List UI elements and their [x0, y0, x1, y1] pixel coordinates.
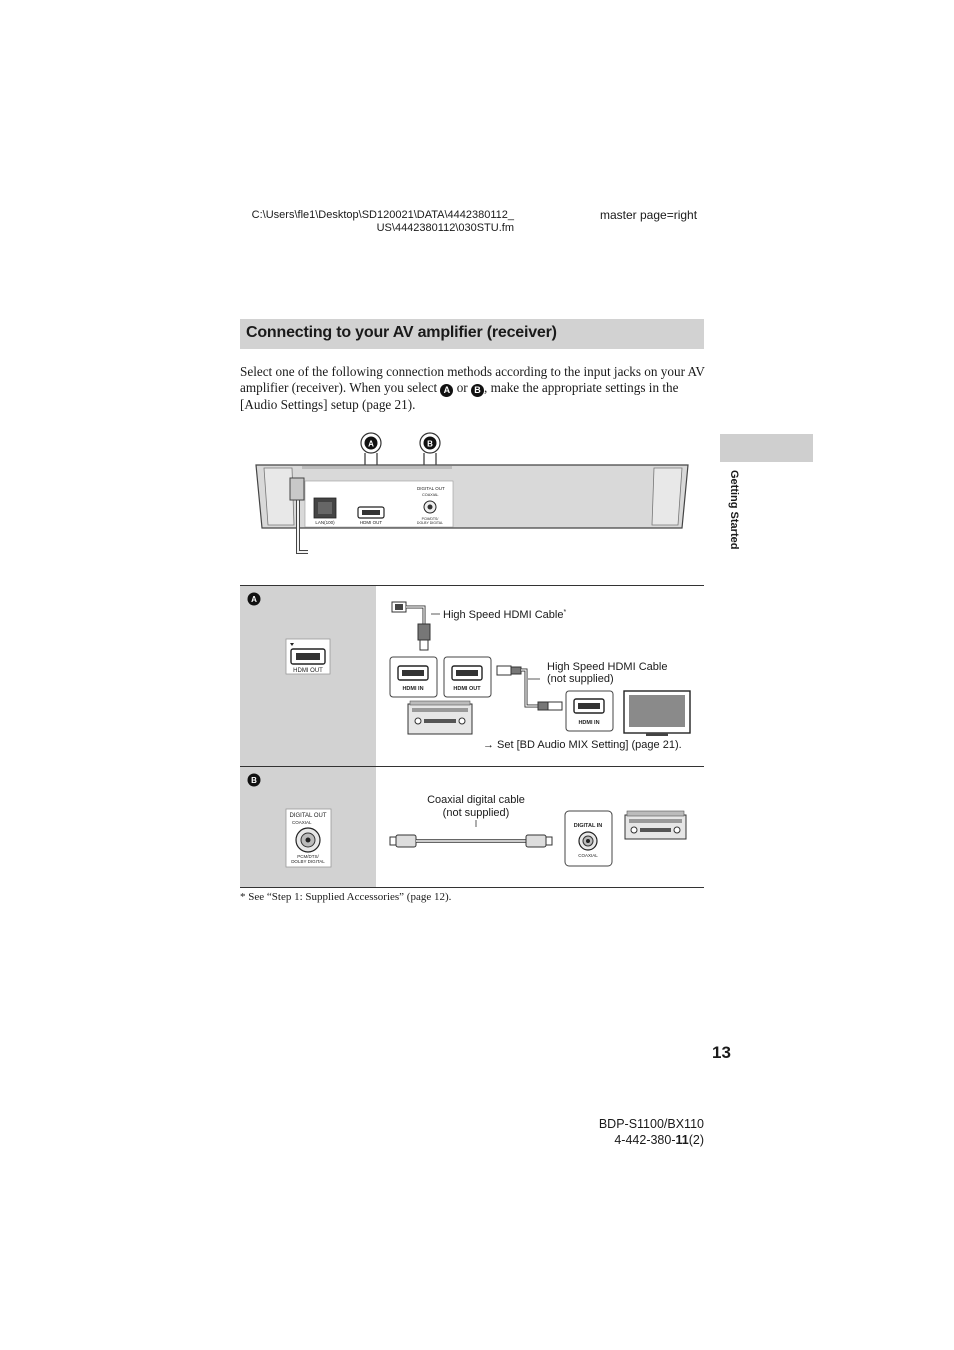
intro-text-2: , make the appropriate settings in the [Audio Settings] setup (page 21).: [240, 380, 679, 413]
model-line1: BDP-S1100/BX110: [598, 1117, 704, 1131]
row-a-note: [483, 739, 682, 751]
amp-hdmi-out-label: HDMI OUT: [453, 686, 481, 692]
dolby-label: DOLBY DIGITAL: [416, 521, 444, 525]
row-a-marker: A: [251, 595, 257, 604]
row-b-diagram: [376, 767, 704, 887]
side-tab-text: Getting Started: [728, 470, 740, 550]
cable1-label: [443, 609, 566, 621]
file-path-line2: US\4442380112\030STU.fm: [376, 222, 514, 234]
coaxial-label: COAXIAL: [422, 493, 439, 497]
model-line2-pre: 4-442-380-: [614, 1133, 676, 1147]
player-rear-illustration: [250, 428, 700, 560]
coax-cable-line2: (not supplied): [442, 807, 510, 819]
model-line2-bold: 11: [675, 1133, 689, 1147]
page-number: 13: [712, 1043, 731, 1062]
amp-coaxial-label: COAXIAL: [578, 853, 598, 858]
intro-text-1: Select one of the following connection methods according to the input jacks on your AV amplifier (receiver). When you select: [240, 364, 705, 396]
lan-label: LAN(100): [315, 520, 335, 525]
callout-b-letter: B: [427, 439, 433, 449]
amp-digital-in-label: DIGITAL IN: [573, 823, 603, 829]
hdmi-out-label: HDMI OUT: [359, 520, 383, 525]
tv-hdmi-in-label: HDMI IN: [578, 720, 600, 726]
row-a-note-text: Set [BD Audio MIX Setting] (page 21).: [497, 739, 682, 751]
row-b-left-cell: [240, 767, 376, 887]
model-line2-post: (2): [688, 1133, 704, 1147]
row-a-jack-illustration: [240, 586, 376, 766]
row-b-jack-title: DIGITAL OUT: [289, 813, 327, 819]
row-b-jack-illustration: [240, 767, 376, 887]
cable1-footnote-mark: *: [563, 609, 567, 616]
cable2-line1: High Speed HDMI Cable: [547, 661, 668, 673]
pcm-label: PCM/DTS/: [421, 517, 439, 521]
row-a-left-cell: [240, 586, 376, 767]
cable1-text: High Speed HDMI Cable: [443, 609, 564, 621]
marker-a-inline: A: [440, 384, 453, 397]
amp-hdmi-in-label: HDMI IN: [402, 686, 424, 692]
row-b: [240, 766, 704, 888]
row-b-marker: B: [251, 776, 257, 785]
side-tab-label: [724, 470, 742, 560]
row-b-jack-pcm: PCM/DTS/: [297, 854, 319, 859]
row-b-jack-coaxial: COAXIAL: [292, 820, 312, 825]
connection-table: [240, 585, 704, 887]
row-a-diagram: [376, 586, 704, 766]
row-a: [240, 585, 704, 767]
coaxial-port: [428, 505, 433, 510]
file-path: [230, 209, 514, 235]
intro-paragraph: [240, 364, 706, 414]
master-page-label: master page=right: [600, 208, 698, 222]
model-line2: [560, 1132, 704, 1148]
cable2-line2: (not supplied): [547, 673, 614, 685]
coax-cable-line1: Coaxial digital cable: [427, 794, 525, 806]
marker-b-inline: B: [471, 384, 484, 397]
arrow-glyph: →: [483, 739, 494, 751]
section-title: Connecting to your AV amplifier (receiver): [246, 324, 557, 341]
row-a-jack-label: HDMI OUT: [293, 668, 323, 674]
model-info: [560, 1116, 704, 1148]
callout-a-letter: A: [368, 439, 374, 449]
digital-out-label: DIGITAL OUT: [417, 486, 445, 491]
row-b-jack-dolby: DOLBY DIGITAL: [291, 859, 325, 864]
footnote: * See “Step 1: Supplied Accessories” (page 12).: [240, 891, 452, 903]
side-tab: [720, 434, 813, 462]
intro-text-or: or: [456, 380, 468, 396]
file-path-line1: C:\Users\fle1\Desktop\SD120021\DATA\4442380112_: [251, 209, 514, 221]
section-heading-bar: [240, 319, 704, 349]
